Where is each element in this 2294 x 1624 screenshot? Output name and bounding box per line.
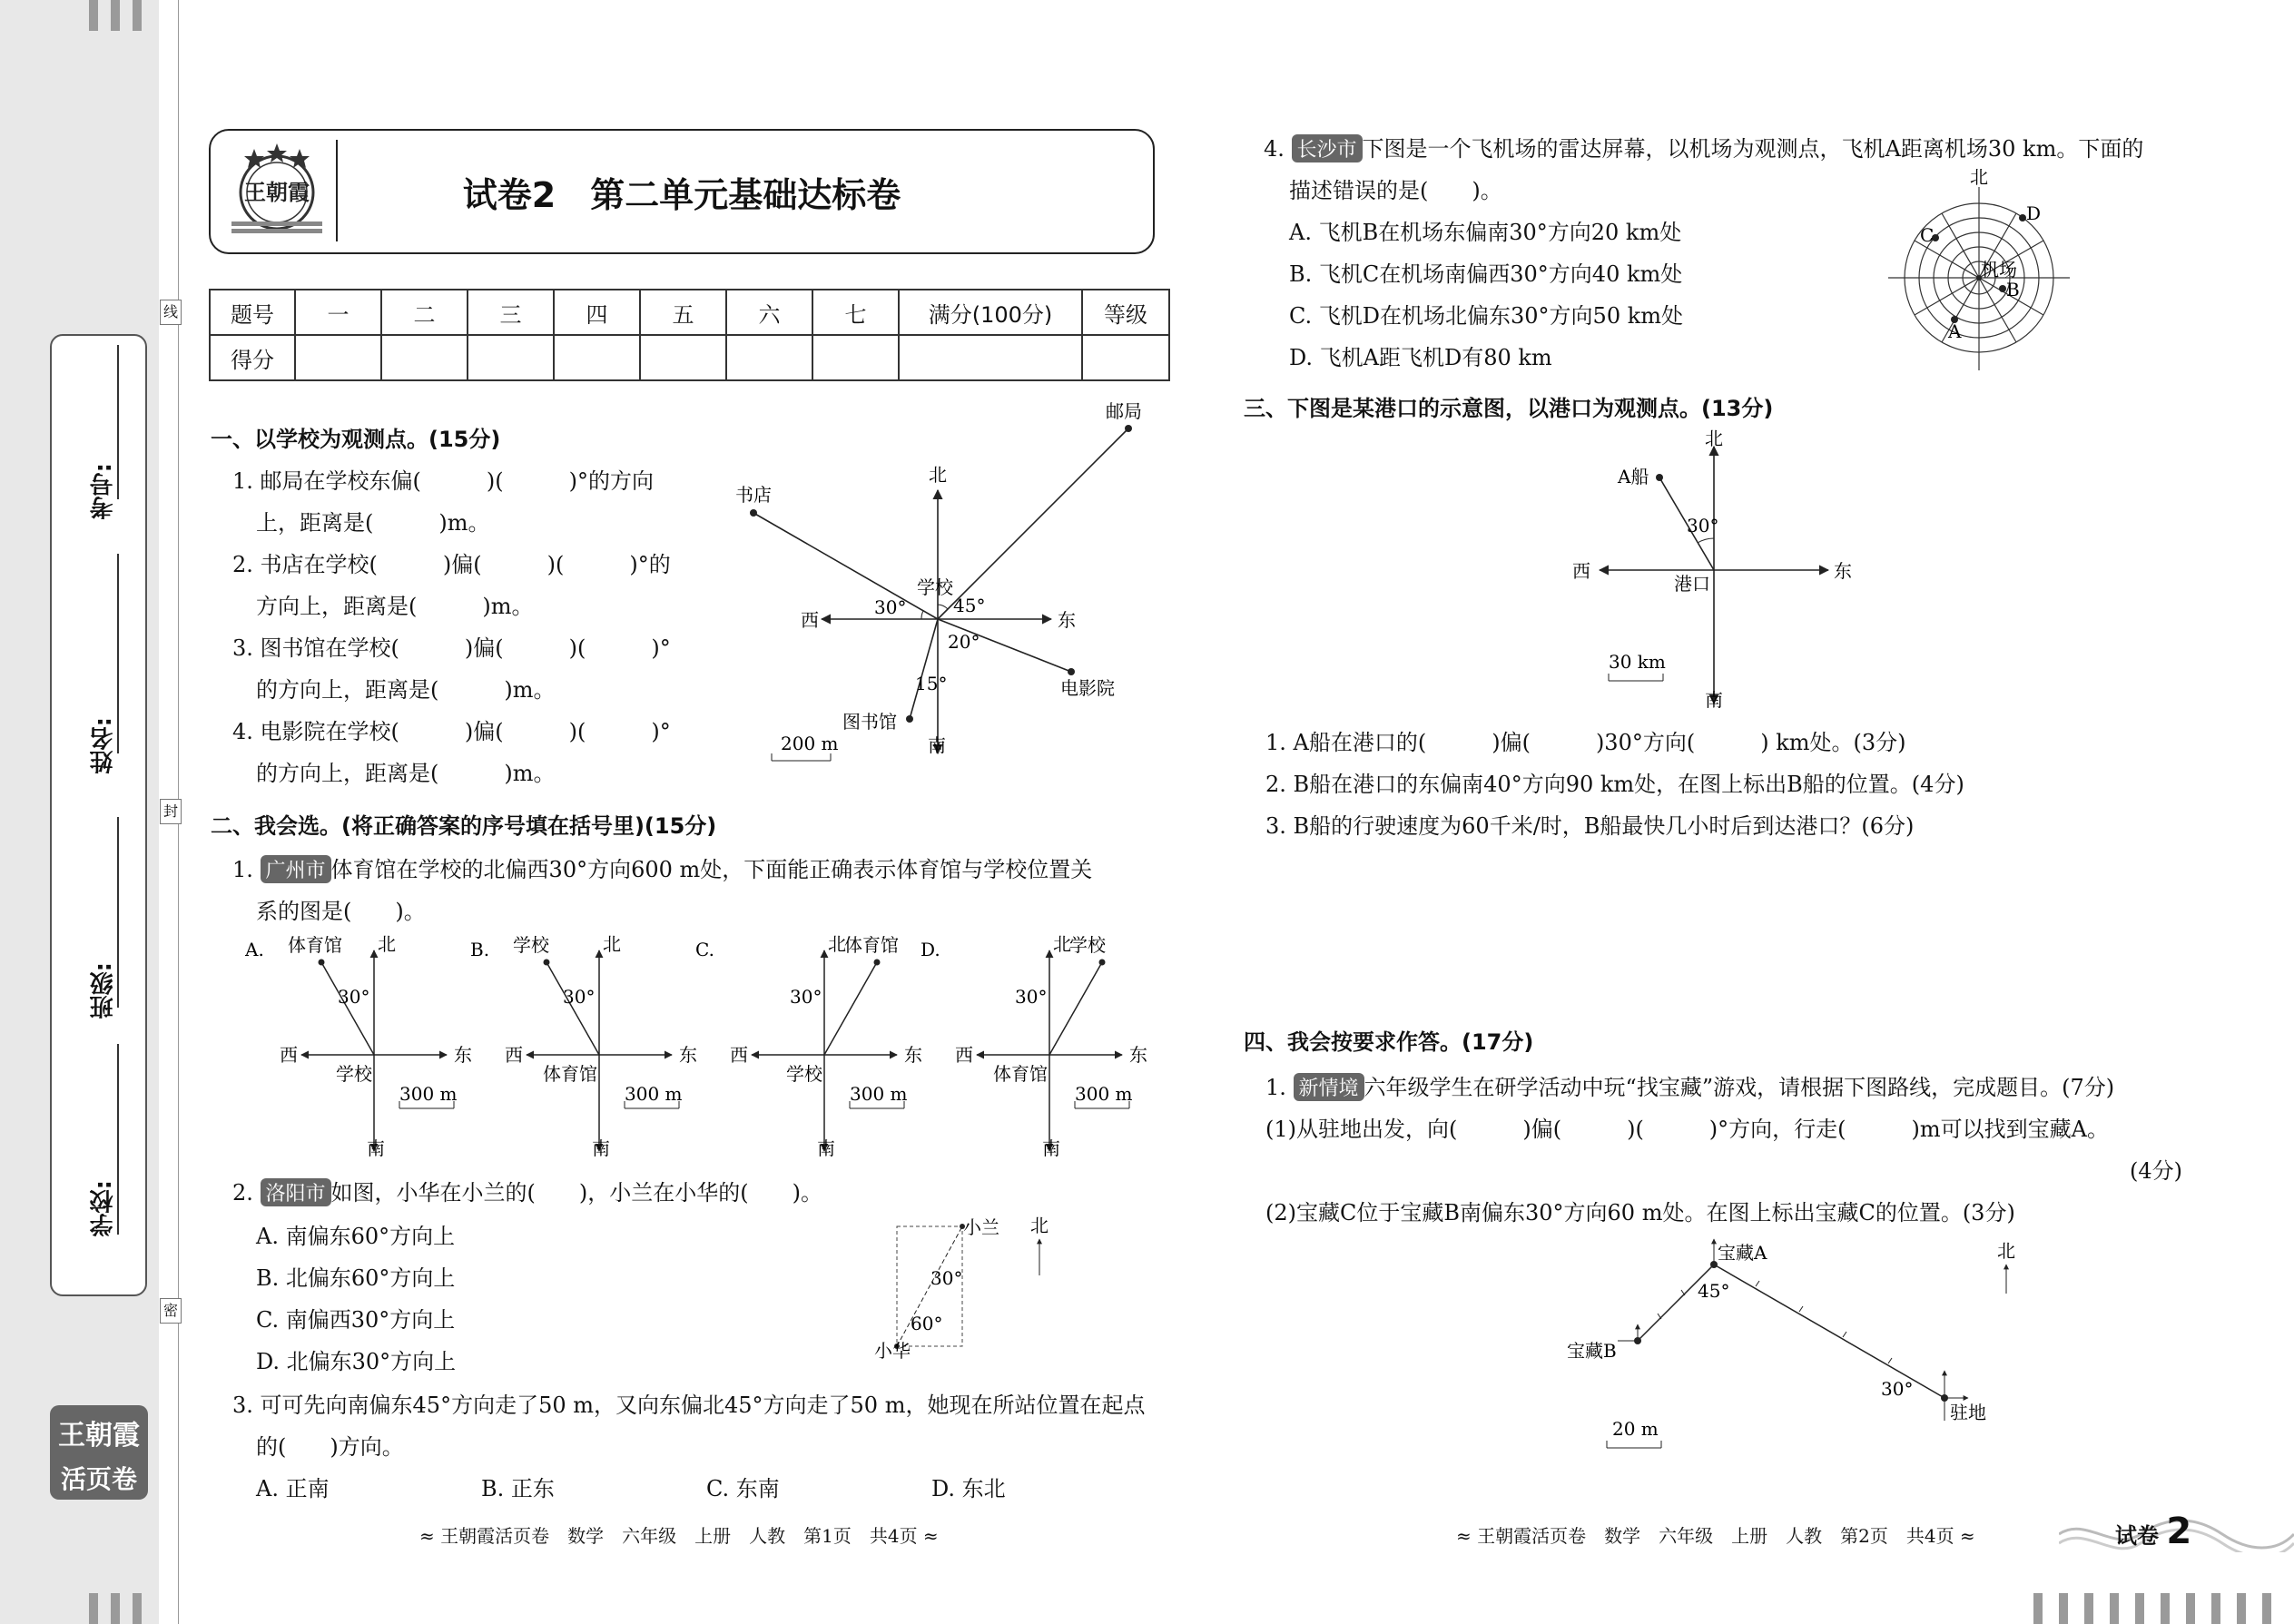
question-text: 体育馆在学校的北偏西30°方向600 m处，下面能正确表示体育馆与学校位置关 [330, 857, 1093, 882]
angle-label: 60° [911, 1313, 943, 1334]
south-label: 南 [367, 1137, 385, 1157]
school-label: 学校 [917, 576, 953, 598]
exam-number-label: 考号: [90, 463, 117, 520]
angle-label: 30° [1687, 515, 1719, 536]
port-label: 港口 [1674, 573, 1710, 595]
class-field[interactable] [117, 817, 119, 1008]
table-cell: 六 [726, 290, 812, 335]
xiaolan-label: 小兰 [963, 1216, 999, 1238]
question-line: 3. 图书馆在学校( )偏( )( )° [232, 635, 671, 661]
question-line: 上，距离是( )m。 [256, 510, 490, 536]
question-line: 3. B船的行驶速度为60千米/时，B船最快几小时后到达港口？(6分) [1265, 813, 1915, 839]
east-label: 东 [1834, 560, 1852, 582]
south-label: 南 [1705, 689, 1723, 711]
treasure-b-label: 宝藏B [1567, 1340, 1617, 1362]
choice[interactable]: A. 南偏东60°方向上 [256, 1224, 456, 1249]
west-label: 西 [955, 1044, 973, 1066]
angle-label: 30° [1015, 986, 1048, 1008]
score-cell[interactable] [899, 335, 1082, 380]
score-cell[interactable] [812, 335, 899, 380]
option-letter: A. [245, 939, 264, 960]
paper-title: 试卷2 第二单元基础达标卷 [462, 175, 901, 215]
east-label: 东 [904, 1044, 922, 1066]
score-cell[interactable] [554, 335, 640, 380]
brand-logo [50, 1405, 148, 1500]
west-label: 西 [1572, 560, 1590, 582]
paper-header [209, 129, 1155, 254]
west-label: 西 [801, 609, 819, 631]
choice[interactable]: A. 飞机B在机场东偏南30°方向20 km处 [1289, 220, 1682, 245]
library-label: 图书馆 [842, 711, 897, 733]
point-label: 学校 [1069, 934, 1106, 956]
north-label: 北 [1705, 428, 1723, 449]
angle-label: 45° [1698, 1280, 1730, 1302]
post-office-label: 邮局 [1106, 400, 1142, 422]
binding-mark-seal: 封 [160, 799, 182, 824]
table-cell: 五 [640, 290, 726, 335]
direction-line [1049, 962, 1102, 1055]
footer-left: ≈ 王朝霞活页卷 数学 六年级 上册 人教 第1页 共4页 ≈ [419, 1525, 939, 1547]
brand-bottom-text: 活页卷 [60, 1464, 137, 1494]
choice[interactable]: C. 飞机D在机场北偏东30°方向50 km处 [1289, 303, 1684, 329]
binding-tick [89, 1593, 98, 1624]
section4-heading: 四、我会按要求作答。(17分) [1244, 1029, 1534, 1055]
question-line: 的( )方向。 [256, 1434, 404, 1460]
binding-tick [2084, 1593, 2093, 1624]
choice[interactable]: C. 南偏西30°方向上 [256, 1307, 456, 1333]
region-tag: 广州市 [261, 855, 331, 883]
table-cell: 七 [812, 290, 899, 335]
treasure-route-diagram [1561, 1230, 2033, 1457]
binding-tick [2262, 1593, 2271, 1624]
section2-heading: 二、我会选。(将正确答案的序号填在括号里)(15分) [211, 813, 717, 839]
binding-tick [111, 1593, 120, 1624]
east-label: 东 [1129, 1044, 1147, 1066]
exam-number-field[interactable] [117, 345, 119, 499]
table-cell: 四 [554, 290, 640, 335]
south-label: 南 [817, 1137, 835, 1157]
angle-label: 45° [953, 595, 986, 616]
plane-a-label: A [1948, 320, 1962, 342]
scale-label: 300 m [625, 1083, 683, 1105]
south-label: 南 [928, 734, 946, 756]
xiaolan-xiaohua-diagram [867, 1212, 1076, 1362]
choice[interactable]: D. 北偏东30°方向上 [256, 1349, 457, 1374]
class-label: 班级: [90, 962, 117, 1019]
point-label: 学校 [513, 934, 549, 956]
student-info-box [50, 334, 147, 1296]
footer-right: ≈ 王朝霞活页卷 数学 六年级 上册 人教 第2页 共4页 ≈ [1456, 1525, 1975, 1547]
binding-tick [2211, 1593, 2220, 1624]
region-tag: 长沙市 [1292, 134, 1363, 162]
choice[interactable]: A. 正南 [256, 1476, 330, 1501]
question-line: 2. 洛阳市 如图，小华在小兰的( )，小兰在小华的( )。 [232, 1180, 822, 1206]
direction-line [546, 962, 599, 1055]
binding-tick [89, 0, 98, 31]
point-dot [544, 960, 550, 966]
plane-b-label: B [2006, 279, 2020, 300]
question-line: 描述错误的是( )。 [1289, 178, 1502, 203]
angle-label: 30° [930, 1267, 963, 1289]
treasure-a-label: 宝藏A [1718, 1242, 1767, 1264]
table-row [210, 335, 1169, 380]
west-label: 西 [505, 1044, 523, 1066]
center-label: 学校 [336, 1063, 372, 1085]
choice[interactable]: B. 北偏东60°方向上 [256, 1265, 456, 1291]
binding-tick [2186, 1593, 2195, 1624]
west-label: 西 [280, 1044, 298, 1066]
north-label: 北 [1053, 933, 1071, 955]
binding-tick [2110, 1593, 2119, 1624]
scale-label: 20 m [1612, 1418, 1659, 1440]
footer-left-text: 王朝霞活页卷 数学 六年级 上册 人教 第1页 共4页 [440, 1525, 918, 1547]
angle-label: 30° [790, 986, 822, 1008]
paper-number-label [2115, 1511, 2191, 1552]
scale-label: 200 m [781, 733, 839, 754]
school-field[interactable] [117, 1044, 119, 1235]
choice[interactable]: B. 正东 [481, 1476, 555, 1501]
question-text: 如图，小华在小兰的( )，小兰在小华的( )。 [330, 1180, 822, 1206]
section3-heading: 三、下图是某港口的示意图，以港口为观测点。(13分) [1244, 396, 1774, 421]
ship-a-label: A船 [1618, 466, 1649, 487]
bookstore-label: 书店 [735, 484, 772, 506]
west-label: 西 [730, 1044, 748, 1066]
context-tag: 新情境 [1294, 1073, 1364, 1101]
angle-label: 15° [915, 673, 948, 694]
east-label: 东 [1058, 609, 1076, 631]
binding-tick [133, 0, 142, 31]
question-line: 3. 可可先向南偏东45°方向走了50 m，又向东偏北45°方向走了50 m，她现在所站位置在起点 [232, 1393, 1146, 1418]
point-dot [319, 960, 325, 966]
east-label: 东 [679, 1044, 697, 1066]
score-cell[interactable] [381, 335, 468, 380]
option-letter: B. [470, 939, 490, 960]
table-row [210, 290, 1169, 335]
angle-label: 30° [1881, 1378, 1914, 1400]
center-label: 学校 [786, 1063, 822, 1085]
question-line: 2. B船在港口的东偏南40°方向90 km处，在图上标出B船的位置。(4分) [1265, 772, 1964, 797]
question-text: 下图是一个飞机场的雷达屏幕，以机场为观测点，飞机A距离机场30 km。下面的 [1362, 136, 2144, 162]
school-label: 学校: [90, 1180, 117, 1237]
xiaohua-label: 小华 [874, 1340, 911, 1362]
north-label: 北 [1970, 169, 1988, 188]
south-label: 南 [592, 1137, 610, 1157]
direction-line [824, 962, 877, 1055]
choice[interactable]: C. 东南 [706, 1476, 780, 1501]
question-line: 2. 书店在学校( )偏( )( )°的 [232, 552, 671, 577]
north-label: 北 [1997, 1240, 2015, 1262]
score-cell[interactable] [295, 335, 381, 380]
north-label: 北 [603, 933, 621, 955]
region-tag: 洛阳市 [261, 1178, 331, 1206]
north-label: 北 [378, 933, 396, 955]
binding-mark-line: 线 [160, 300, 182, 325]
table-cell: 一 [295, 290, 381, 335]
angle-label: 30° [338, 986, 370, 1008]
cinema-label: 电影院 [1060, 677, 1115, 699]
paper-label: 试卷 [2115, 1523, 2159, 1549]
score-table [209, 289, 1170, 381]
south-label: 南 [1042, 1137, 1060, 1157]
option-letter: D. [921, 939, 940, 960]
score-cell[interactable] [468, 335, 554, 380]
binding-tick [2059, 1593, 2068, 1624]
paper-number: 2 [2166, 1511, 2192, 1552]
binding-tick [2161, 1593, 2170, 1624]
center-label: 体育馆 [543, 1063, 597, 1085]
north-label: 北 [828, 933, 846, 955]
score-cell[interactable] [726, 335, 812, 380]
table-cell: 题号 [210, 290, 295, 335]
scale-label: 30 km [1609, 651, 1666, 673]
binding-tick [2135, 1593, 2144, 1624]
school-direction-diagram [717, 390, 1144, 790]
direction-line [321, 962, 374, 1055]
airport-label: 机场 [1981, 259, 2017, 281]
north-label: 北 [1030, 1215, 1049, 1236]
choice[interactable]: D. 飞机A距飞机D有80 km [1289, 345, 1552, 370]
question-line: 系的图是( )。 [256, 899, 426, 924]
score-note: (4分) [2130, 1158, 2182, 1184]
question-line: 4. 长沙市 下图是一个飞机场的雷达屏幕，以机场为观测点，飞机A距离机场30 km。下面的 [1264, 136, 2144, 162]
choice[interactable]: D. 东北 [931, 1476, 1006, 1501]
score-cell[interactable] [1082, 335, 1169, 380]
table-cell: 满分(100分) [899, 290, 1082, 335]
table-cell: 得分 [210, 335, 295, 380]
name-field[interactable] [117, 554, 119, 753]
question-line: (1)从驻地出发，向( )偏( )( )°方向，行走( )m可以找到宝藏A。 [1265, 1117, 2109, 1142]
choice[interactable]: B. 飞机C在机场南偏西30°方向40 km处 [1289, 261, 1683, 287]
binding-mark-secret: 密 [160, 1298, 182, 1324]
question-line: 1. 新情境 六年级学生在研学活动中玩“找宝藏”游戏，请根据下图路线，完成题目。(7分) [1265, 1075, 2115, 1100]
angle-label: 30° [874, 596, 907, 618]
binding-tick [133, 1593, 142, 1624]
name-label: 姓名: [90, 717, 117, 774]
question-line: 方向上，距离是( )m。 [256, 594, 534, 619]
angle-label: 20° [948, 631, 980, 653]
question-line: 4. 电影院在学校( )偏( )( )° [232, 719, 671, 744]
section1-heading: 一、以学校为观测点。(15分) [211, 427, 501, 452]
east-label: 东 [454, 1044, 472, 1066]
question-line: (2)宝藏C位于宝藏B南偏东30°方向60 m处。在图上标出宝藏C的位置。(3分) [1265, 1200, 2015, 1225]
option-diagrams [245, 930, 1153, 1157]
binding-tick [2033, 1593, 2043, 1624]
point-dot [874, 960, 881, 966]
question-line: 的方向上，距离是( )m。 [256, 761, 556, 786]
footer-right-text: 王朝霞活页卷 数学 六年级 上册 人教 第2页 共4页 [1477, 1525, 1954, 1547]
binding-tick [111, 0, 120, 31]
question-line: 1. 广州市 体育馆在学校的北偏西30°方向600 m处，下面能正确表示体育馆与学校位置关 [232, 857, 1093, 882]
point-dot [1099, 960, 1106, 966]
radar-diagram [1888, 169, 2070, 378]
point-label: 体育馆 [288, 934, 342, 956]
table-cell: 二 [381, 290, 468, 335]
north-label: 北 [929, 464, 947, 486]
binding-tick [2237, 1593, 2246, 1624]
question-line: 1. 邮局在学校东偏( )( )°的方向 [232, 468, 654, 494]
scale-label: 300 m [850, 1083, 908, 1105]
point-label: 体育馆 [844, 934, 899, 956]
score-cell[interactable] [640, 335, 726, 380]
center-label: 体育馆 [993, 1063, 1048, 1085]
plane-c-label: C [1920, 224, 1935, 246]
option-letter: C. [695, 939, 714, 960]
table-cell: 三 [468, 290, 554, 335]
scale-label: 300 m [399, 1083, 458, 1105]
table-cell: 等级 [1082, 290, 1169, 335]
question-text: 六年级学生在研学活动中玩“找宝藏”游戏，请根据下图路线，完成题目。(7分) [1364, 1075, 2115, 1100]
scale-label: 300 m [1075, 1083, 1133, 1105]
plane-d-label: D [2026, 202, 2042, 224]
camp-label: 驻地 [1950, 1402, 1986, 1423]
question-line: 的方向上，距离是( )m。 [256, 677, 556, 703]
question-line: 1. A船在港口的( )偏( )30°方向( ) km处。(3分) [1265, 730, 1906, 755]
port-diagram [1561, 427, 1870, 717]
brand-top-text: 王朝霞 [58, 1420, 140, 1452]
svg-text:王朝霞: 王朝霞 [244, 179, 310, 205]
angle-label: 30° [563, 986, 596, 1008]
